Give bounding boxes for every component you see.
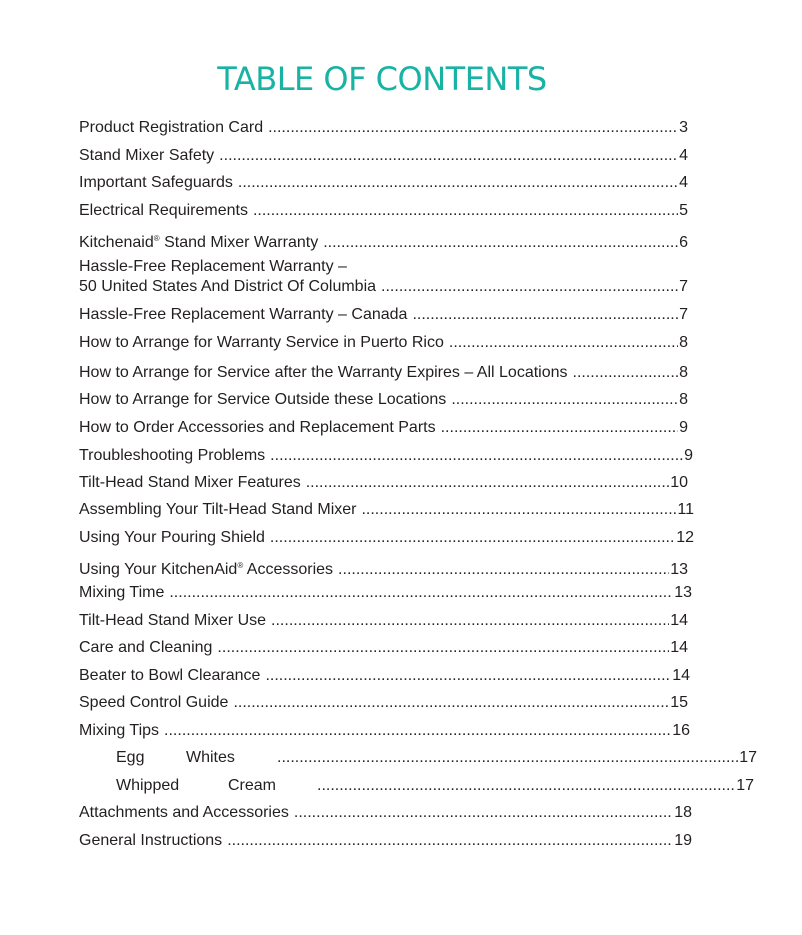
toc-entry: [79, 390, 688, 410]
toc-leader: [169, 583, 673, 603]
toc-page-number: 14: [672, 667, 690, 684]
toc-leader: [449, 333, 678, 353]
toc-subentry-word: Whites: [186, 749, 235, 766]
toc-page-number: 16: [672, 722, 690, 739]
toc-entry-text: Speed Control Guide: [79, 694, 229, 711]
toc-entry-text-pre: Kitchenaid: [79, 234, 154, 251]
toc-entry: [79, 418, 688, 438]
toc-leader: [323, 233, 678, 253]
toc-leader: [265, 666, 671, 686]
toc-subentry-word: Whipped: [116, 777, 180, 794]
toc-page-number: 3: [679, 119, 688, 136]
toc-leader: [306, 473, 669, 493]
toc-leader: [270, 446, 683, 466]
toc-leader: [573, 363, 679, 383]
toc-entry-text: [79, 556, 333, 580]
toc-entry: [79, 666, 690, 686]
toc-page-number: 8: [679, 364, 688, 381]
toc-entry-text: Beater to Bowl Clearance: [79, 667, 261, 684]
toc-entry: [79, 556, 688, 580]
toc-leader: [268, 118, 678, 138]
toc-entry: [79, 638, 688, 658]
toc-entry: [79, 363, 688, 383]
toc-page-number: 17: [736, 777, 754, 794]
toc-entry-text: 50 United States And District Of Columbia: [79, 278, 377, 295]
toc-leader: [412, 305, 678, 325]
toc-leader: [361, 500, 676, 520]
toc-leader: [233, 693, 669, 713]
toc-entry: [79, 333, 688, 353]
toc-leader: [238, 173, 678, 193]
toc-entry: [79, 173, 688, 193]
toc-subentry-word: Egg: [116, 749, 145, 766]
toc-entry: [79, 118, 688, 138]
toc-entry: [79, 500, 694, 520]
toc-page-number: 5: [679, 202, 688, 219]
toc-entry-text: Product Registration Card: [79, 119, 264, 136]
toc-entry-text: Hassle-Free Replacement Warranty – Canada: [79, 306, 408, 323]
toc-entry-text: [116, 776, 312, 796]
toc-page-number: 13: [674, 584, 692, 601]
toc-entry-text: Care and Cleaning: [79, 639, 213, 656]
toc-page-number: 10: [670, 474, 688, 491]
toc-entry-text: Troubleshooting Problems: [79, 447, 266, 464]
toc-leader: [217, 638, 669, 658]
toc-entry-text: Tilt-Head Stand Mixer Features: [79, 474, 301, 491]
toc-entry: [79, 277, 688, 297]
toc-entry: [79, 721, 690, 741]
toc-leader: [227, 831, 673, 851]
toc-subentry: [116, 776, 754, 796]
toc-entry: [79, 229, 688, 253]
toc-entry: [79, 831, 692, 851]
toc-page-number: 18: [674, 804, 692, 821]
toc-page-number: 9: [679, 419, 688, 436]
toc-leader: [270, 528, 675, 548]
toc-subentry-word: Cream: [228, 777, 277, 794]
toc-leader: [277, 748, 738, 768]
toc-entry: [79, 611, 688, 631]
toc-page-number: 6: [679, 234, 688, 251]
toc-entry: [79, 146, 688, 166]
toc-entry: [79, 201, 688, 221]
toc-entry: [79, 446, 693, 466]
toc-entry-text: How to Arrange for Service after the Warranty Expires – All Locations: [79, 364, 568, 381]
toc-leader: [451, 390, 678, 410]
toc-entry-text: How to Order Accessories and Replacement Parts: [79, 419, 436, 436]
toc-entry-text: Attachments and Accessories: [79, 804, 289, 821]
page-title: TABLE OF CONTENTS: [217, 60, 547, 98]
registered-mark: ®: [237, 561, 244, 570]
toc-page-number: 19: [674, 832, 692, 849]
toc-leader: [317, 776, 735, 796]
toc-page-number: 14: [670, 612, 688, 629]
toc-page-number: 8: [679, 391, 688, 408]
toc-page-number: 7: [679, 278, 688, 295]
toc-entry-text: Using Your Pouring Shield: [79, 529, 265, 546]
toc-page-number: 14: [670, 639, 688, 656]
toc-entry: [79, 528, 694, 548]
toc-page-number: 9: [684, 447, 693, 464]
toc-page-number: 8: [679, 334, 688, 351]
toc-leader: [338, 560, 669, 580]
toc-entry-text: [116, 748, 272, 768]
registered-mark: ®: [153, 234, 160, 243]
toc-page-number: 4: [679, 147, 688, 164]
toc-page-number: 17: [739, 749, 757, 766]
toc-leader: [294, 803, 673, 823]
toc-entry-text: Assembling Your Tilt-Head Stand Mixer: [79, 501, 357, 518]
toc-entry-text: How to Arrange for Service Outside these Locations: [79, 391, 447, 408]
toc-entry: [79, 693, 688, 713]
toc-page-number: 4: [679, 174, 688, 191]
toc-leader: [219, 146, 678, 166]
toc-leader: [253, 201, 678, 221]
toc-entry-text: Stand Mixer Safety: [79, 147, 215, 164]
toc-entry-text-post: Accessories: [243, 561, 334, 578]
toc-leader: [164, 721, 671, 741]
toc-entry-text: Mixing Time: [79, 584, 165, 601]
toc-entry-text-pre: Using Your KitchenAid: [79, 561, 238, 578]
toc-subentry: [116, 748, 757, 768]
toc-entry-text: Electrical Requirements: [79, 202, 248, 219]
toc-entry: [79, 583, 692, 603]
toc-entry-text: Important Safeguards: [79, 174, 233, 191]
toc-entry: [79, 473, 688, 493]
toc-entry-text-post: Stand Mixer Warranty: [159, 234, 319, 251]
toc-entry: [79, 305, 688, 325]
toc-entry-text: [79, 229, 318, 253]
toc-page-number: 7: [679, 306, 688, 323]
toc-entry-text: Tilt-Head Stand Mixer Use: [79, 612, 267, 629]
toc-leader: [271, 611, 669, 631]
toc-page-number: 11: [677, 501, 694, 518]
toc-page-number: 15: [670, 694, 688, 711]
toc-page-number: 13: [670, 561, 688, 578]
toc-leader: [441, 418, 678, 438]
toc-entry: [79, 803, 692, 823]
toc-entry-text-line1: Hassle-Free Replacement Warranty –: [79, 258, 347, 275]
toc-entry-text: General Instructions: [79, 832, 223, 849]
toc-entry-text: How to Arrange for Warranty Service in Puerto Rico: [79, 334, 444, 351]
toc-leader: [381, 277, 678, 297]
toc-entry-text: Mixing Tips: [79, 722, 160, 739]
toc-page-number: 12: [676, 529, 694, 546]
